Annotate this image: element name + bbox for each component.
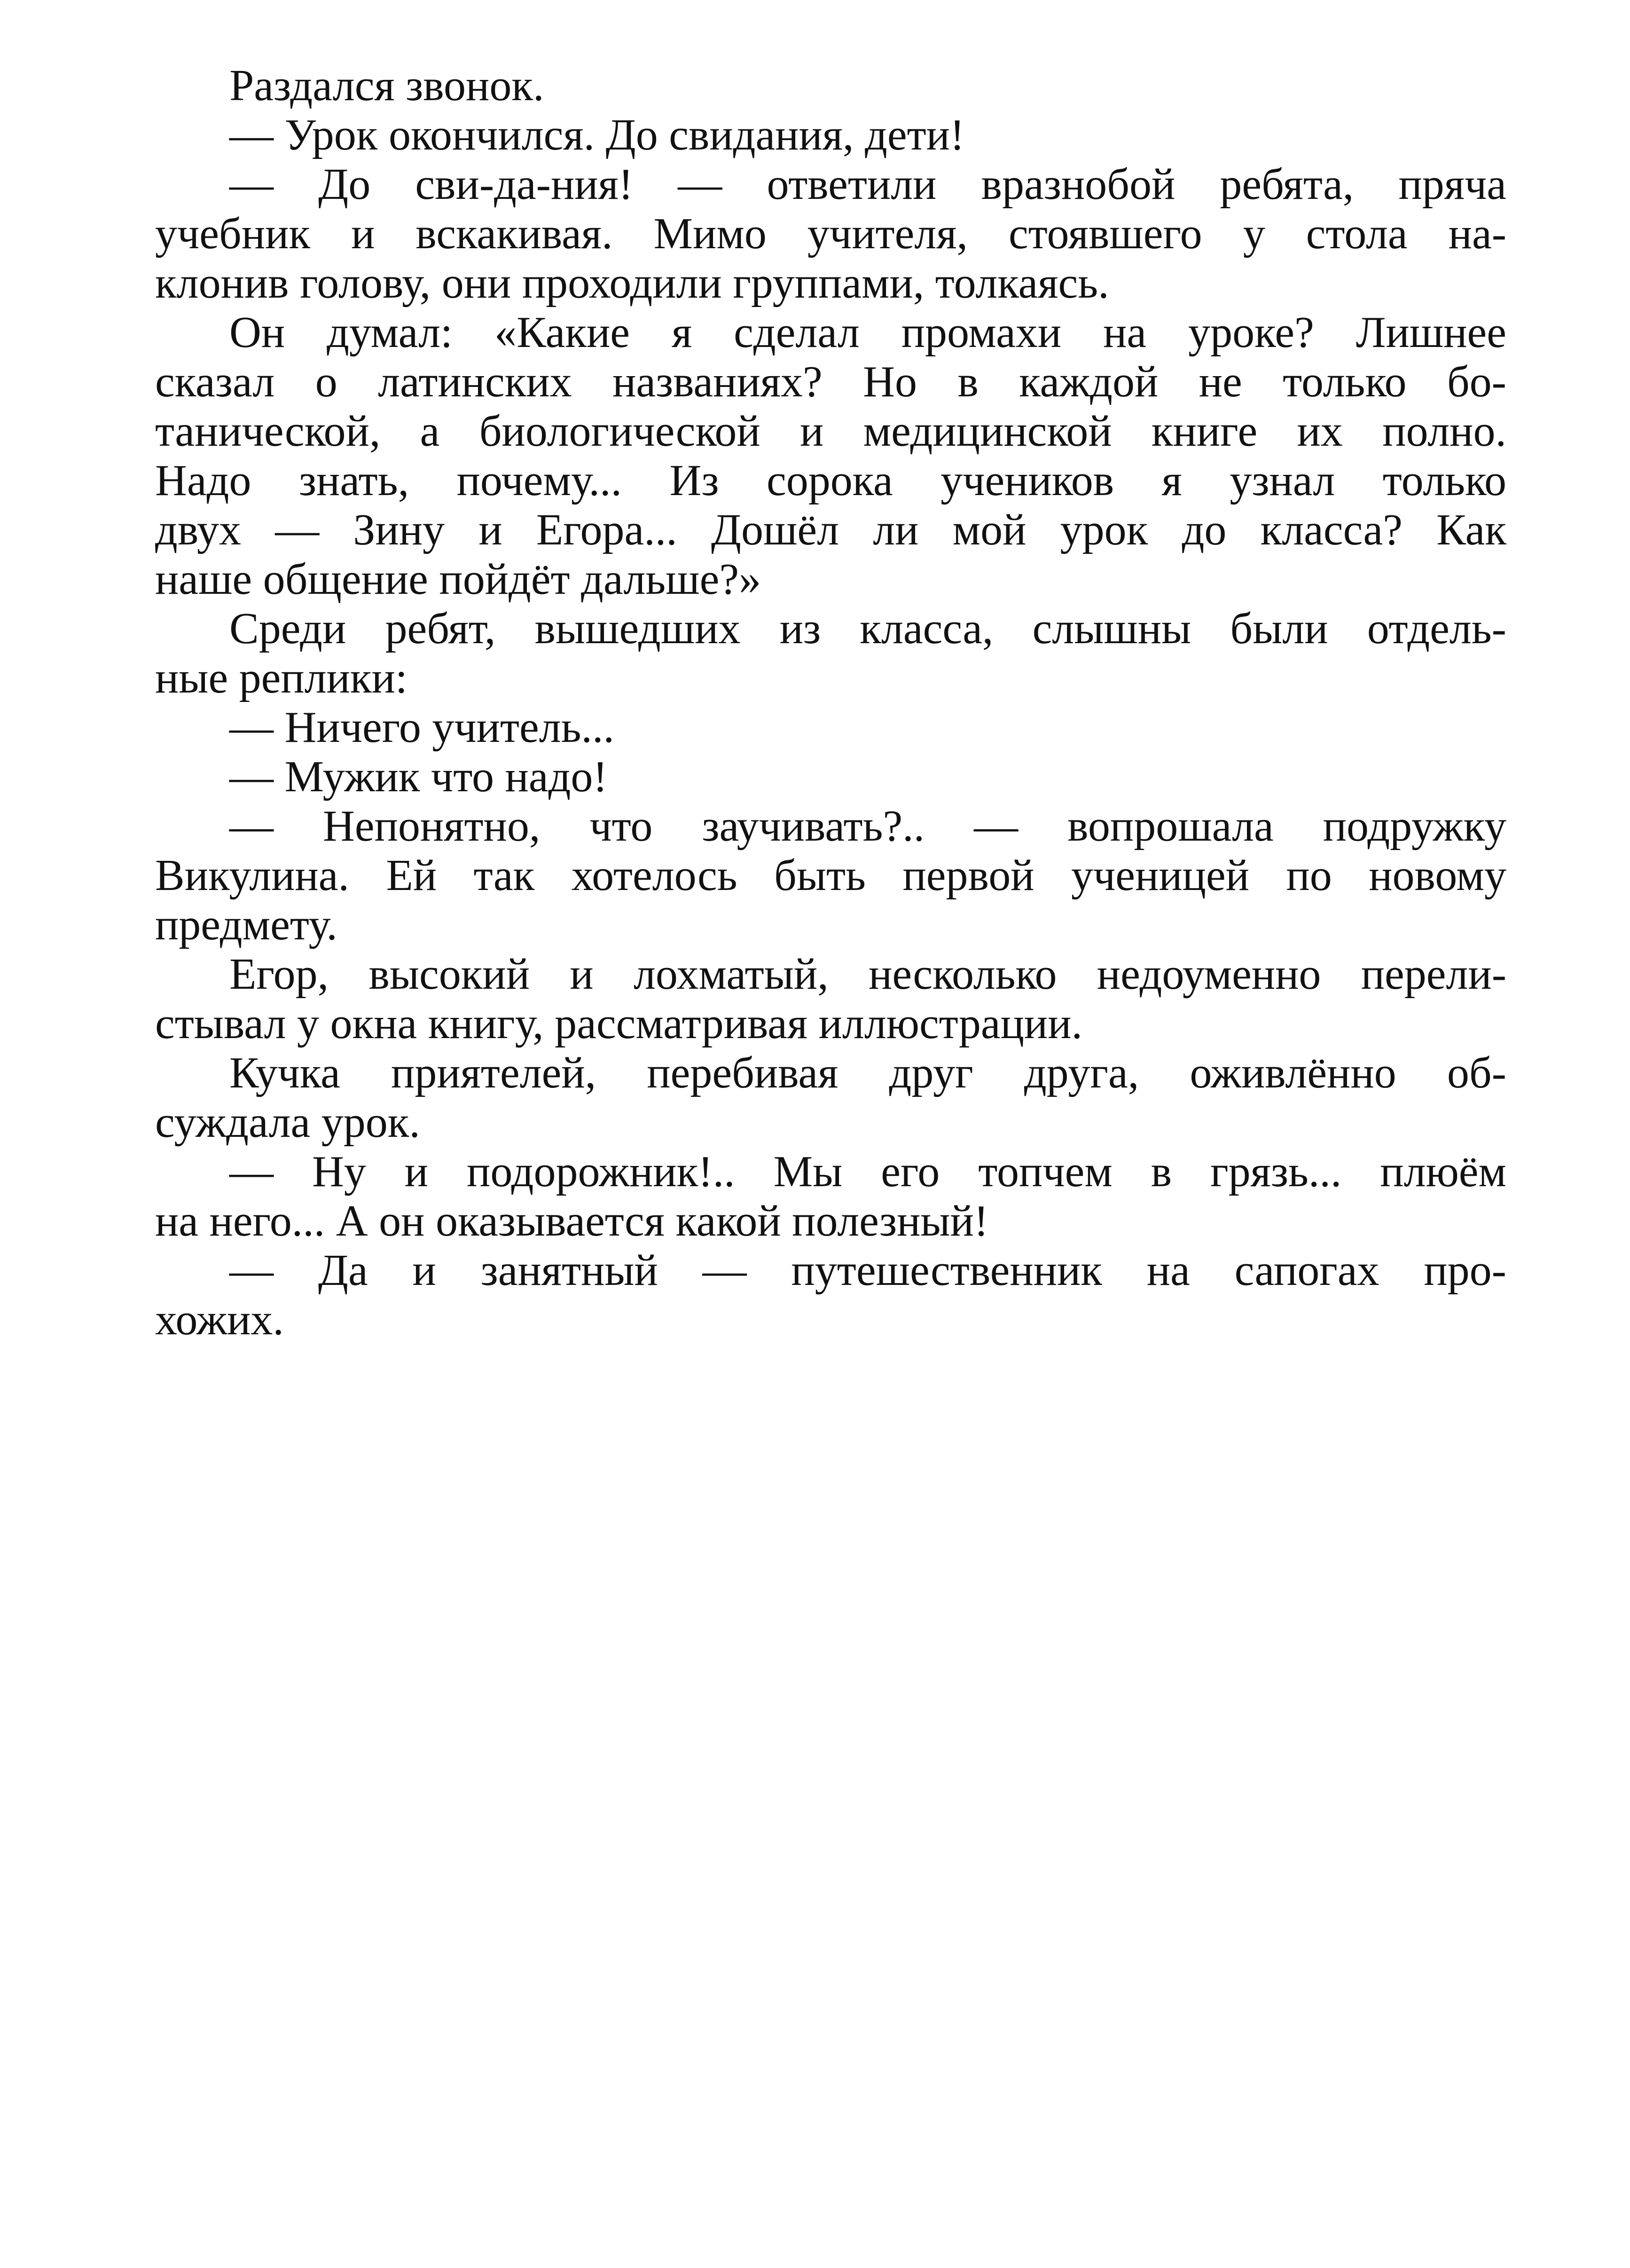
text-line: танической, а биологической и медицинской книге их полно. bbox=[155, 407, 1506, 456]
text-line: клонив голову, они проходили группами, толкаясь. bbox=[155, 259, 1109, 307]
text-line: предмету. bbox=[155, 900, 337, 949]
text-line: стывал у окна книгу, рассматривая иллюстрации. bbox=[155, 999, 1083, 1048]
text-line: Егор, высокий и лохматый, несколько недоуменно перели- bbox=[229, 950, 1506, 999]
text-line: — До сви-да-ния! — ответили вразнобой ребята, пряча bbox=[229, 160, 1506, 209]
text-line: хожих. bbox=[155, 1295, 284, 1344]
text-line: суждала урок. bbox=[155, 1098, 420, 1147]
text-line: — Урок окончился. До свидания, дети! bbox=[229, 110, 965, 159]
text-line: Среди ребят, вышедших из класса, слышны были отдель- bbox=[229, 604, 1506, 653]
text-line: Надо знать, почему... Из сорока учеников я узнал только bbox=[155, 456, 1506, 505]
text-line: двух — Зину и Егора... Дошёл ли мой урок до класса? Как bbox=[155, 505, 1506, 554]
text-line: — Да и занятный — путешественник на сапогах про- bbox=[229, 1246, 1506, 1295]
text-line: сказал о латинских названиях? Но в каждой не только бо- bbox=[155, 357, 1506, 406]
text-line: Кучка приятелей, перебивая друг друга, оживлённо об- bbox=[229, 1048, 1506, 1097]
text-line: Раздался звонок. bbox=[229, 61, 544, 110]
text-line: — Мужик что надо! bbox=[229, 752, 608, 801]
text-line: — Непонятно, что заучивать?.. — вопрошала подружку bbox=[229, 802, 1506, 850]
text-line: Викулина. Ей так хотелось быть первой ученицей по новому bbox=[155, 851, 1506, 900]
text-line: Он думал: «Какие я сделал промахи на уроке? Лишнее bbox=[229, 308, 1506, 357]
text-line: ные реплики: bbox=[155, 654, 408, 702]
body-text bbox=[155, 61, 1506, 1345]
text-line: — Ничего учитель... bbox=[229, 703, 615, 752]
text-line: наше общение пойдёт дальше?» bbox=[155, 555, 761, 604]
text-line: учебник и вскакивая. Мимо учителя, стоявшего у стола на- bbox=[155, 209, 1506, 258]
text-line: — Ну и подорожник!.. Мы его топчем в грязь... плюём bbox=[229, 1147, 1506, 1196]
text-line: на него... А он оказывается какой полезный! bbox=[155, 1197, 989, 1245]
